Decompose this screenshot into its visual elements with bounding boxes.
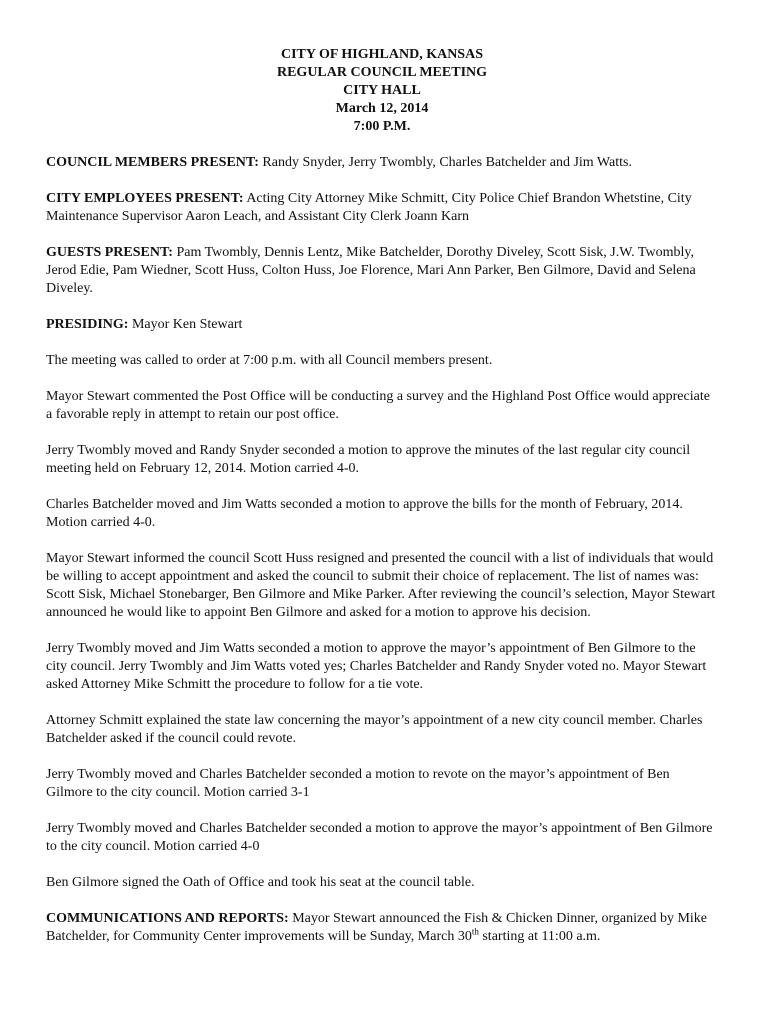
- header-meeting-type: REGULAR COUNCIL MEETING: [276, 65, 488, 80]
- guests-paragraph: [46, 244, 718, 298]
- guests-text: Pam Twombly, Dennis Lentz, Mike Batchelder, Dorothy Diveley, Scott Sisk, J.W. Twombly, Jerod Edie, Pam Wiedner, Scott Huss, Colton Huss, Joe Florence, Mari Ann Parker, Ben Gilmore, David and Selena Diveley.: [46, 245, 696, 296]
- approval-motion-paragraph: Jerry Twombly moved and Charles Batchelder seconded a motion to approve the mayor’s appointment of Ben Gilmore to the city council. Motion carried 4-0: [46, 821, 713, 854]
- presiding-label: PRESIDING:: [46, 317, 129, 332]
- presiding-paragraph: [46, 316, 718, 334]
- attorney-explanation-paragraph: Attorney Schmitt explained the state law concerning the mayor’s appointment of a new city council member. Charles Batchelder asked if the council could revote.: [46, 713, 703, 746]
- resignation-paragraph: Mayor Stewart informed the council Scott Huss resigned and presented the council with a list of individuals that would be willing to accept appointment and asked the council to submit their choice of replacement. The list of names was: Scott Sisk, Michael Stonebarger, Ben Gilmore and Mike Parker. After reviewing the council’s selection, Mayor Stewart announced he would like to appoint Ben Gilmore and asked for a motion to approve his decision.: [46, 551, 716, 620]
- appointment-vote-paragraph: Jerry Twombly moved and Jim Watts seconded a motion to approve the mayor’s appointment of Ben Gilmore to the city council. Jerry Twombly and Jim Watts voted yes; Charles Batchelder and Randy Snyder voted no. Mayor Stewart asked Attorney Mike Schmitt the procedure to follow for a tie vote.: [46, 641, 707, 692]
- oath-paragraph: Ben Gilmore signed the Oath of Office and took his seat at the council table.: [46, 875, 475, 890]
- employees-label: CITY EMPLOYEES PRESENT:: [46, 191, 244, 206]
- employees-text: Acting City Attorney Mike Schmitt, City Police Chief Brandon Whetstine, City Maintenance Supervisor Aaron Leach, and Assistant City Clerk Joann Karn: [46, 191, 692, 224]
- council-members-label: COUNCIL MEMBERS PRESENT:: [46, 155, 259, 170]
- revote-motion-paragraph: Jerry Twombly moved and Charles Batchelder seconded a motion to revote on the mayor’s appointment of Ben Gilmore to the city council. Motion carried 3-1: [46, 767, 670, 800]
- communications-paragraph: [46, 910, 718, 946]
- post-office-paragraph: Mayor Stewart commented the Post Office will be conducting a survey and the Highland Post Office would appreciate a favorable reply in attempt to retain our post office.: [46, 389, 710, 422]
- communications-text-end: starting at 11:00 a.m.: [478, 929, 601, 944]
- minutes-motion-paragraph: Jerry Twombly moved and Randy Snyder seconded a motion to approve the minutes of the last regular city council meeting held on February 12, 2014. Motion carried 4-0.: [46, 443, 691, 476]
- presiding-text: Mayor Ken Stewart: [128, 317, 243, 332]
- council-members-text: Randy Snyder, Jerry Twombly, Charles Batchelder and Jim Watts.: [258, 155, 632, 170]
- header-location: CITY HALL: [343, 83, 421, 98]
- bills-motion-paragraph: Charles Batchelder moved and Jim Watts seconded a motion to approve the bills for the month of February, 2014. Motion carried 4-0.: [46, 497, 683, 530]
- header-date: March 12, 2014: [335, 101, 429, 116]
- employees-paragraph: [46, 190, 718, 226]
- header-city: CITY OF HIGHLAND, KANSAS: [281, 47, 483, 62]
- header-time: 7:00 P.M.: [353, 119, 411, 134]
- document-header: [46, 46, 718, 136]
- call-to-order-paragraph: The meeting was called to order at 7:00 p.m. with all Council members present.: [46, 353, 493, 368]
- council-members-paragraph: [46, 154, 718, 172]
- communications-superscript: th: [471, 926, 479, 937]
- communications-label: COMMUNICATIONS AND REPORTS:: [46, 911, 289, 926]
- guests-label: GUESTS PRESENT:: [46, 245, 173, 260]
- communications-text: Mayor Stewart announced the Fish & Chicken Dinner, organized by Mike Batchelder, for Community Center improvements will be Sunday, March 30: [46, 911, 708, 944]
